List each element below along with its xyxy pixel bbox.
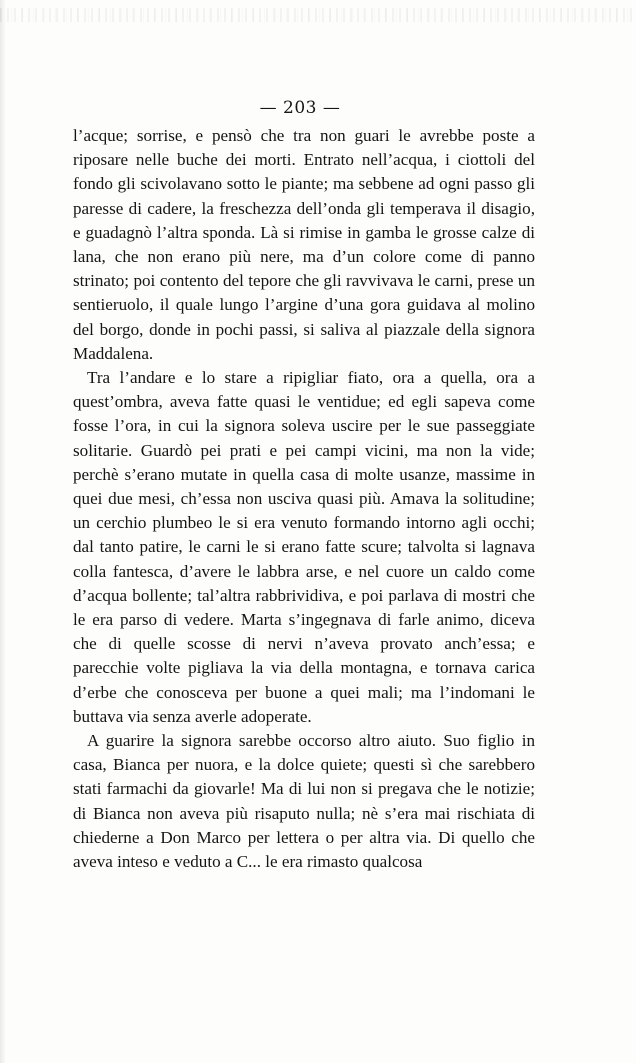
page-edge-shadow xyxy=(0,0,6,1063)
page-number: — 203 — xyxy=(259,98,341,118)
paragraph-2: Tra l’andare e lo stare a ripigliar fiato, ora a quella, ora a quest’ombra, aveva fatte quasi le ventidue; ed egli sapeva come fosse l’ora, in cui la signora soleva uscire per le sue passeggiate solitarie. Guardò pei prati e pei campi vicini, ma non la vide; perchè s’erano mutate in quella casa di molte usanze, massime in quei due mesi, ch’essa non usciva quasi più. Amava la solitudine; un cerchio plumbeo le si era venuto formando intorno agli occhi; dal tanto patire, le carni le si erano fatte scure; talvolta si lagnava colla fantesca, d’avere le labbra arse, e nel cuore un caldo come d’acqua bollente; tal’altra rabbrividiva, e poi parlava di mostri che le era parso di vedere. Marta s’ingegnava di farle animo, diceva che di quelle scosse di nervi n’aveva provato anch’essa; e parecchie volte pigliava la via della montagna, e tornava carica d’erbe che conosceva per buone a quei mali; ma l’indomani le buttava via senza averle adoperate. xyxy=(73,368,535,726)
paragraph-1: l’acque; sorrise, e pensò che tra non guari le avrebbe poste a riposare nelle buche dei morti. Entrato nell’acqua, i ciottoli del fondo gli scivolavano sotto le piante; ma sebbene ad ogni passo gli paresse di cadere, la freschezza dell’onda gli temperava il disagio, e guadagnò l’altra sponda. Là si rimise in gamba le grosse calze di lana, che non erano più nere, ma d’un colore come di panno strinato; poi contento del tepore che gli ravvivava le carni, prese un sentieruolo, il quale lungo l’argine d’una gora guidava al molino del borgo, donde in pochi passi, si saliva al piazzale della signora Maddalena. xyxy=(73,126,535,363)
scan-noise-strip xyxy=(0,8,636,22)
paragraph-3: A guarire la signora sarebbe occorso altro aiuto. Suo figlio in casa, Bianca per nuora, e la dolce quiete; questi sì che sarebbero stati farmachi da giovarle! Ma di lui non si pregava che le notizie; di Bianca non aveva più risaputo nulla; nè s’era mai rischiata di chiederne a Don Marco per lettera o per altra via. Di quello che aveva inteso e veduto a C... le era rimasto qualcosa xyxy=(73,731,535,872)
body-text xyxy=(73,124,535,874)
